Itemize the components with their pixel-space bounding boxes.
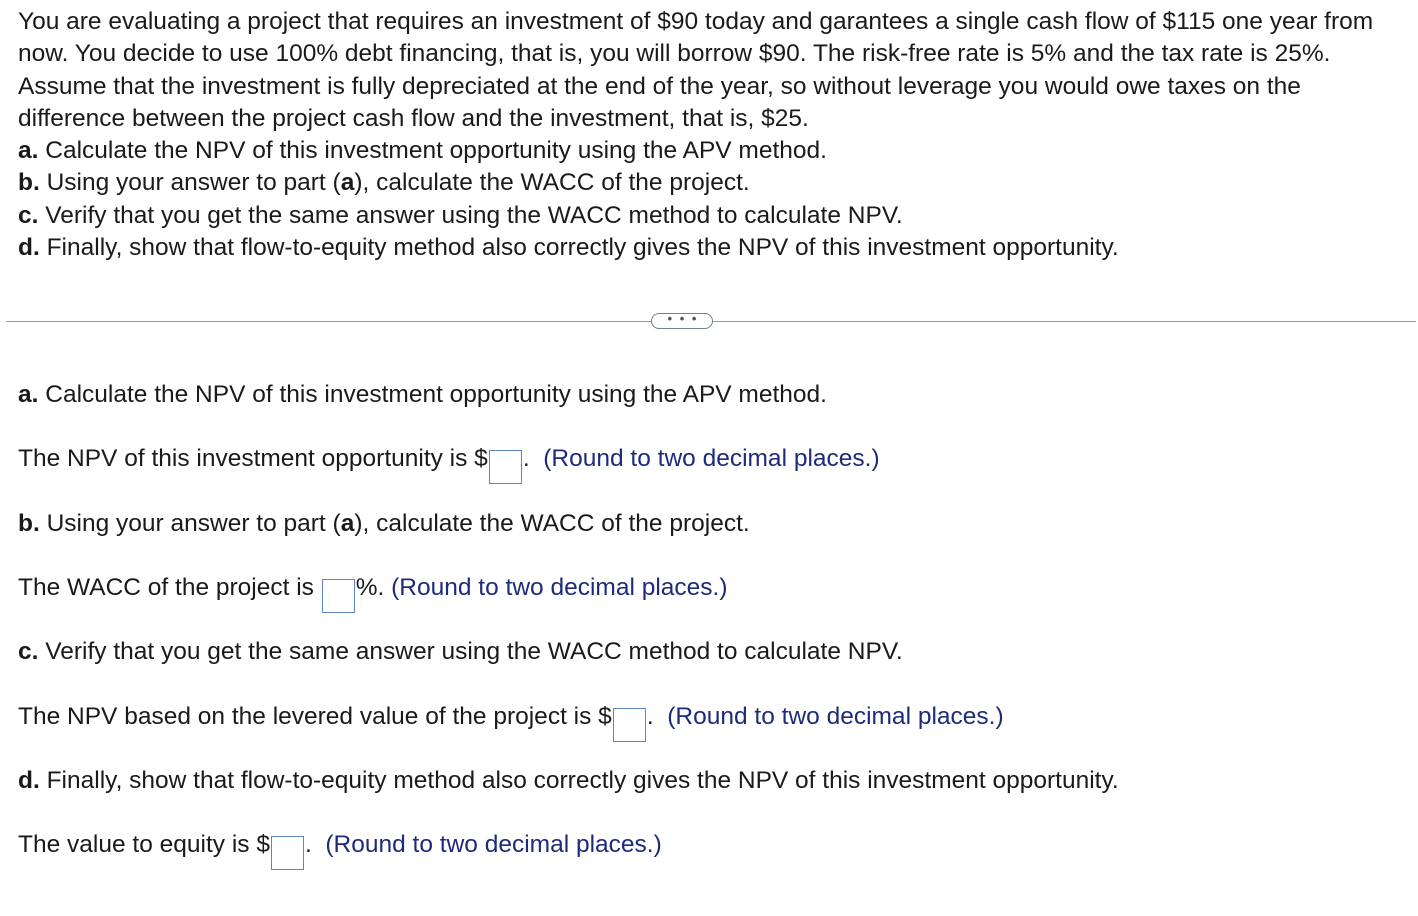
question-b-answer-row [18,572,728,613]
question-text: Verify that you get the same answer using the WACC method to calculate NPV. [38,638,903,665]
rounding-hint: (Round to two decimal places.) [667,703,1004,730]
part-reference: a [340,169,355,197]
rounding-hint: (Round to two decimal places.) [391,574,728,601]
show-more-button[interactable] [651,313,713,329]
wacc-input[interactable] [322,579,355,613]
part-label: b. [18,169,40,197]
rounding-hint: (Round to two decimal places.) [543,445,880,472]
answer-suffix: . [304,831,312,858]
part-label: d. [18,234,40,262]
answer-prefix: The WACC of the project is [18,574,314,601]
question-label: d. [18,767,40,794]
part-label: a. [18,137,39,165]
question-c-heading [18,636,903,668]
problem-part-c [18,200,1408,232]
npv-wacc-input[interactable] [613,708,646,742]
question-text: Finally, show that flow-to-equity method also correctly gives the NPV of this investment opportunity. [39,767,1119,794]
part-label: c. [18,201,39,229]
question-text: Calculate the NPV of this investment opportunity using the APV method. [38,381,827,408]
answer-prefix: The NPV of this investment opportunity is $ [18,445,488,472]
part-text: Verify that you get the same answer using the WACC method to calculate NPV. [38,201,903,229]
answer-suffix: . [646,703,654,730]
problem-part-b [18,167,1408,199]
answer-prefix: The NPV based on the levered value of the project is $ [18,703,612,730]
equity-value-input[interactable] [271,836,304,870]
problem-intro: You are evaluating a project that requires an investment of $90 today and garantees a single cash flow of $115 one year from now. You decide to use 100% debt financing, that is, you will borrow $90. The risk-free rate is 5% and the tax rate is 25%. Assume that the investment is fully depreciated at the end of the year, so without leverage you would owe taxes on the difference between the project cash flow and the investment, that is, $25. [18,8,1374,132]
answer-prefix: The value to equity is $ [18,831,270,858]
rounding-hint: (Round to two decimal places.) [325,831,662,858]
question-text: Using your answer to part ( [39,510,341,537]
question-b-heading [18,508,750,540]
question-d-answer-row [18,829,662,870]
question-reference: a [340,510,355,537]
npv-apv-input[interactable] [489,450,522,484]
question-label: c. [18,638,39,665]
answer-suffix: . [522,445,530,472]
question-a-heading [18,379,827,411]
question-c-answer-row [18,701,1004,742]
ellipsis-icon: • • • [667,311,699,326]
answer-suffix: %. [355,574,385,601]
problem-statement [18,6,1408,264]
problem-part-d [18,232,1408,264]
part-text: Finally, show that flow-to-equity method also correctly gives the NPV of this investment opportunity. [39,234,1119,262]
question-label: a. [18,381,39,408]
part-text: ), calculate the WACC of the project. [354,169,750,197]
problem-part-a [18,135,1408,167]
question-text: ), calculate the WACC of the project. [354,510,750,537]
question-label: b. [18,510,40,537]
part-text: Calculate the NPV of this investment opportunity using the APV method. [38,137,827,165]
question-d-heading [18,765,1119,797]
question-a-answer-row [18,443,880,484]
part-text: Using your answer to part ( [39,169,341,197]
